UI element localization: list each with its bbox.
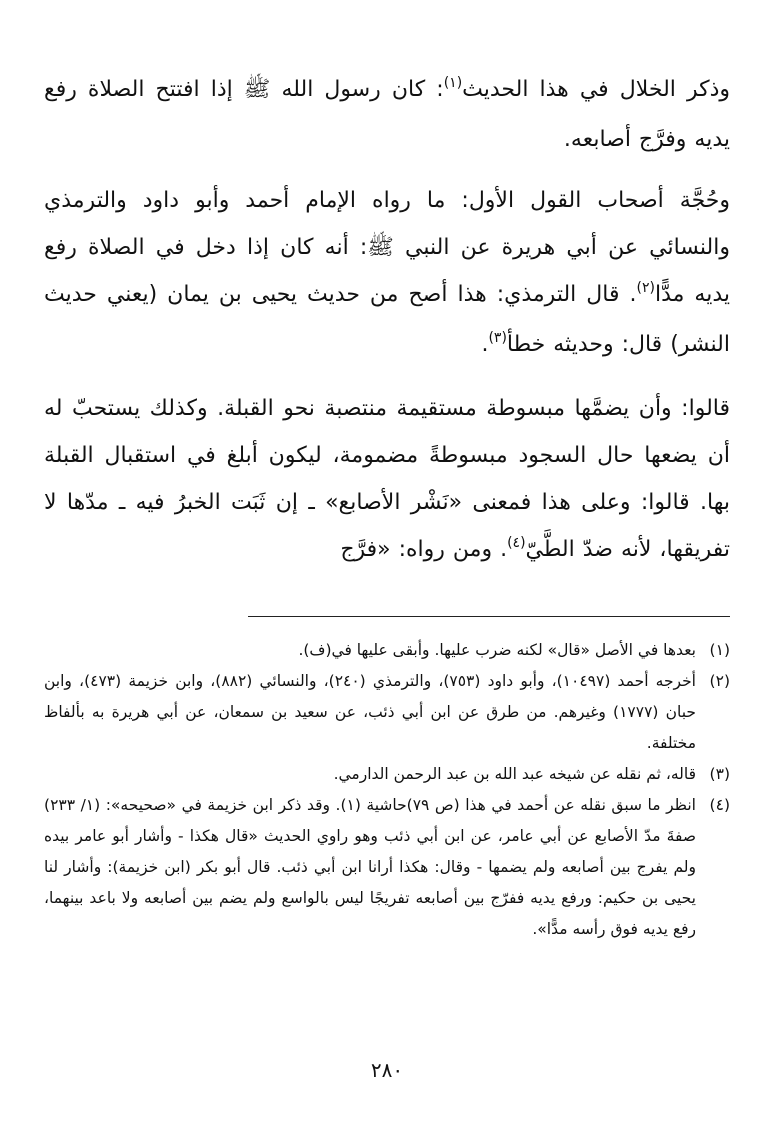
footnote-text: أخرجه أحمد (١٠٤٩٧)، وأبو داود (٧٥٣)، والترمذي (٢٤٠)، والنسائي (٨٨٢)، وابن خزيمة (٤٧٣)، وابن حبان (١٧٧٧) وغيرهم. من طرق عن ابن أبي ذئب، عن سعيد بن سمعان، عن أبي هريرة به بألفاظ مختلفة. bbox=[44, 672, 696, 752]
paragraph-text: وحُجَّة أصحاب القول الأول: ما رواه الإمام أحمد وأبو داود والترمذي والنسائي عن أبي هريرة عن النبي ﷺ: أنه كان إذا دخل في الصلاة رفع يديه مدًّا bbox=[44, 188, 730, 307]
footnote-3 bbox=[44, 759, 730, 790]
footnote-text: بعدها في الأصل «قال» لكنه ضرب عليها. وأبقى عليها في(ف). bbox=[298, 641, 696, 659]
paragraph-text: : كان رسول الله ﷺ إذا افتتح الصلاة رفع يديه وفرَّج أصابعه. bbox=[44, 77, 730, 152]
footnote-number: (٢) bbox=[709, 672, 730, 690]
footnote-2 bbox=[44, 666, 730, 759]
footnote-text: قاله، ثم نقله عن شيخه عبد الله بن عبد الرحمن الدارمي. bbox=[333, 765, 696, 783]
paragraph-text: . bbox=[481, 332, 489, 357]
footnote-divider bbox=[248, 616, 730, 617]
page-number: ٢٨٠ bbox=[370, 1058, 404, 1082]
footnote-ref-2[interactable]: (٢) bbox=[636, 280, 655, 296]
paragraph-text: . قال الترمذي: هذا أصح من حديث يحيى بن يمان (يعني حديث النشر) قال: وحديثه خطأ bbox=[44, 282, 730, 357]
footnote-1 bbox=[44, 635, 730, 666]
paragraph-text: قالوا: وأن يضمَّها مبسوطة مستقيمة منتصبة نحو القبلة. وكذلك يستحبّ له أن يضعها حال السجود مبسوطةً مضمومة، ليكون أبلغ في استقبال القبلة بها. قالوا: وعلى هذا فمعنى «نَشْر الأصابع» ـ إن ثَبَت الخبرُ فيه ـ مدّها لا تفريقها، لأنه ضدّ الطَّيّ bbox=[44, 396, 730, 562]
body-paragraph-1 bbox=[44, 66, 730, 163]
paragraph-text: . ومن رواه: «فرَّج bbox=[340, 537, 508, 562]
paragraph-text: وذكر الخلال في هذا الحديث bbox=[462, 77, 730, 102]
footnote-text: انظر ما سبق نقله عن أحمد في هذا (ص ٧٩)حاشية (١). وقد ذكر ابن خزيمة في «صحيحه»: (١/ ٢٣٣) صفةَ مدّ الأصابع عن أبي عامر، عن ابن أبي ذئب وهو راوي الحديث «قال هكذا - وأشار أبو عامر بيده ولم يفرج بين أصابعه ولم يضمها - وقال: هكذا أرانا ابن أبي ذئب. قال أبو بكر (ابن خزيمة): وأشار لنا يحيى بن حكيم: ورفع يديه ففرّج بين أصابعه تفريجًا ليس بالواسع ولم يضم بين أصابعه ولا باعد بينهما، رفع يديه فوق رأسه مدًّا». bbox=[44, 796, 696, 938]
footnote-ref-1[interactable]: (١) bbox=[443, 75, 463, 91]
footnote-ref-3[interactable]: (٣) bbox=[488, 330, 507, 346]
body-paragraph-2 bbox=[44, 177, 730, 371]
footnote-number: (١) bbox=[709, 641, 730, 659]
footnote-ref-4[interactable]: (٤) bbox=[507, 535, 526, 551]
footnote-number: (٤) bbox=[709, 796, 730, 814]
footnote-4 bbox=[44, 790, 730, 945]
footnotes bbox=[44, 635, 730, 945]
page-content bbox=[44, 66, 730, 1148]
footnote-number: (٣) bbox=[709, 765, 730, 783]
body-paragraph-3 bbox=[44, 385, 730, 576]
